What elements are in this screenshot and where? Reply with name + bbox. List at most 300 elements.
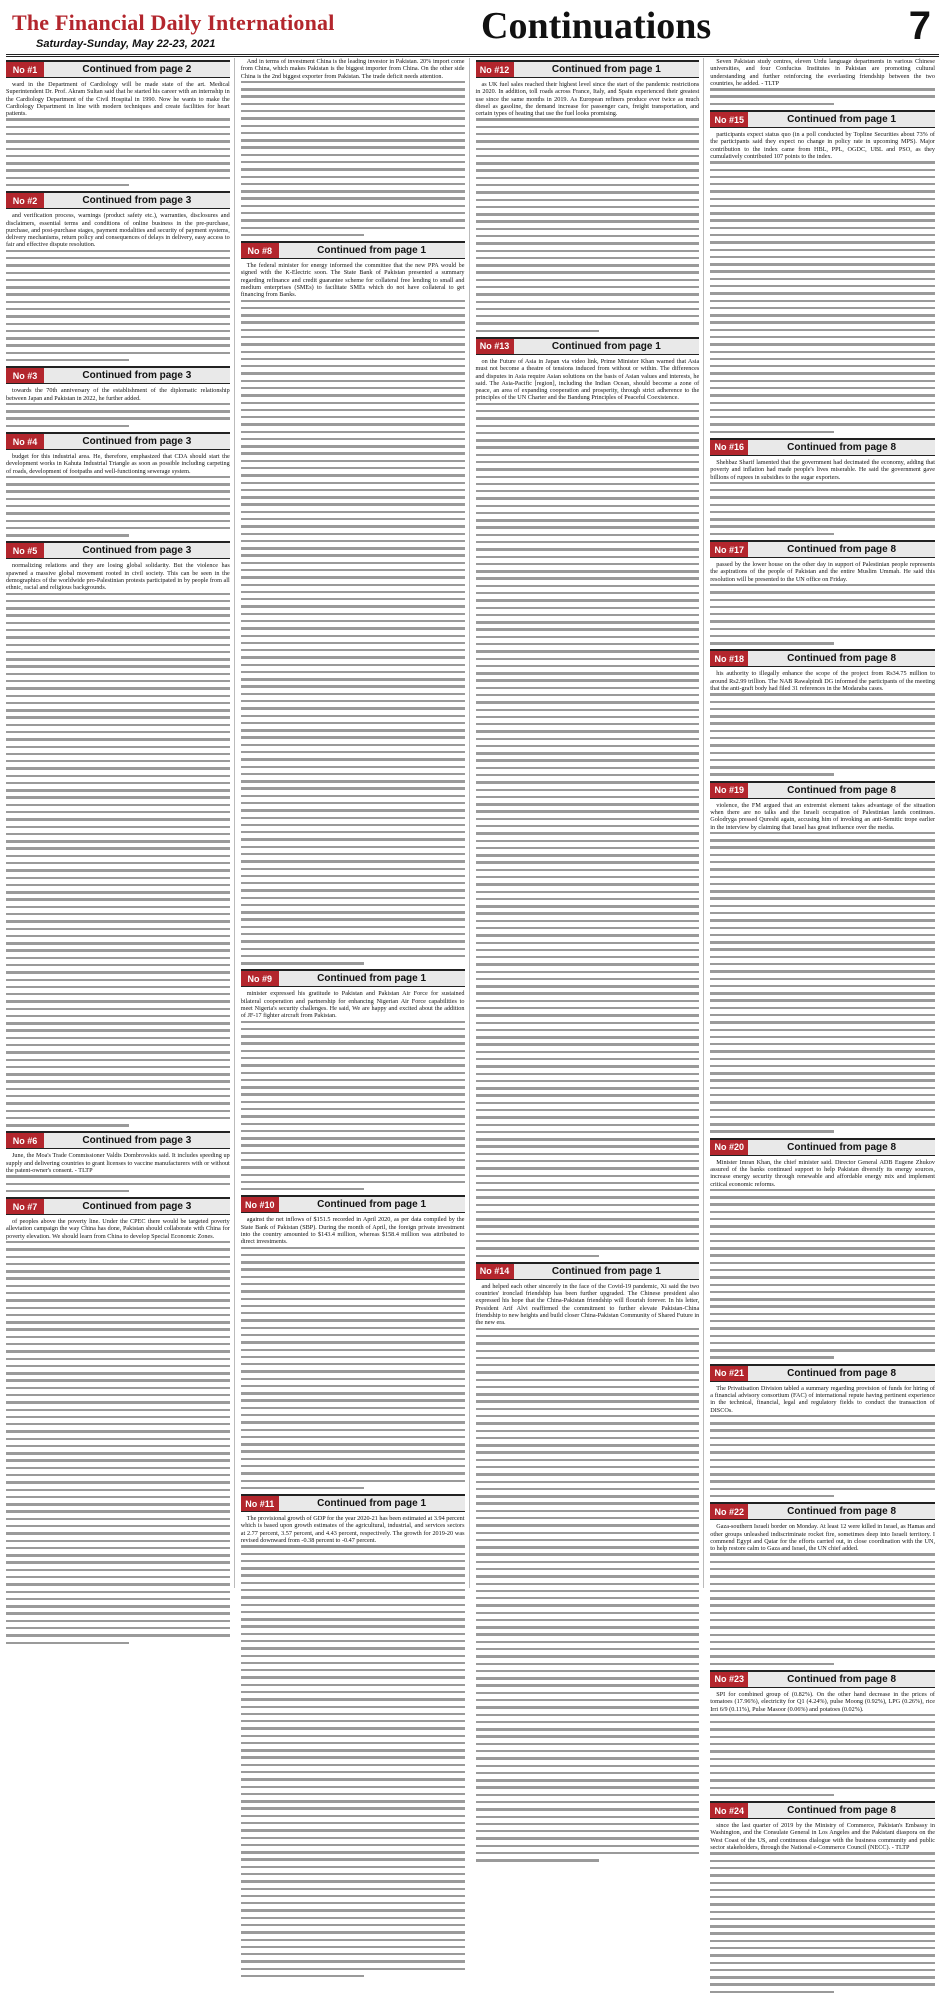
text-line xyxy=(241,780,465,782)
column-3 xyxy=(476,58,705,1588)
story-header xyxy=(6,191,230,209)
text-line xyxy=(241,1035,465,1037)
text-line xyxy=(241,1450,465,1452)
text-line xyxy=(241,1655,465,1657)
text-line xyxy=(6,1080,230,1082)
text-line xyxy=(241,1064,465,1066)
text-line xyxy=(710,1130,834,1132)
text-line xyxy=(241,489,465,491)
text-line xyxy=(710,270,935,272)
text-line xyxy=(241,1640,465,1642)
text-line xyxy=(241,605,465,607)
text-line xyxy=(476,1655,700,1657)
text-line xyxy=(710,1903,935,1905)
text-line xyxy=(6,942,230,944)
text-line xyxy=(6,928,230,930)
text-line xyxy=(241,627,465,629)
story-text-block xyxy=(476,118,700,332)
text-line xyxy=(476,614,700,616)
story xyxy=(476,1262,700,1862)
text-line xyxy=(710,249,935,251)
text-line xyxy=(476,1706,700,1708)
text-line xyxy=(476,213,700,215)
text-line xyxy=(6,1350,230,1352)
text-line xyxy=(241,1946,465,1948)
text-line xyxy=(710,628,935,630)
text-line xyxy=(710,1276,935,1278)
text-line xyxy=(241,671,465,673)
text-line xyxy=(476,1612,700,1614)
text-line xyxy=(476,1357,700,1359)
text-line xyxy=(710,234,935,236)
story xyxy=(710,110,935,433)
text-line xyxy=(241,1829,465,1831)
story-lead-text: The Privatisation Division tabled a summary regarding provision of funds for hiring of a financial advisory consortium (FAC) of international repute having pertinent experience in the technical, financial, legal and regulatory fields to conduct the transaction of DISCOs. xyxy=(710,1384,935,1414)
text-line xyxy=(710,496,935,498)
text-line xyxy=(241,1370,465,1372)
text-line xyxy=(476,1371,700,1373)
text-line xyxy=(476,563,700,565)
text-line xyxy=(710,212,935,214)
text-line xyxy=(710,161,935,163)
text-line xyxy=(476,1029,700,1031)
text-line xyxy=(710,263,935,265)
text-line xyxy=(710,868,935,870)
text-line xyxy=(710,708,935,710)
text-line xyxy=(6,629,230,631)
text-line xyxy=(241,1764,465,1766)
story-lead-text: budget for this industrial area. He, therefore, emphasized that CDA should start the development works in Kahuta Industrial Triangle as soon as possible including carpeting of roads, development of footpaths and well-functioning sewerage system. xyxy=(6,453,230,475)
text-line xyxy=(6,1066,230,1068)
text-line xyxy=(710,1954,935,1956)
text-line xyxy=(710,839,935,841)
text-line xyxy=(710,1947,935,1949)
story-continued-label: Continued from page 8 xyxy=(787,653,897,665)
story-body xyxy=(6,453,230,537)
text-line xyxy=(241,1647,465,1649)
story-number-badge: No #15 xyxy=(710,112,748,127)
text-line xyxy=(476,1124,700,1126)
text-line xyxy=(241,1939,465,1941)
story-text-block xyxy=(710,88,935,105)
story-text-block xyxy=(710,584,935,645)
text-line xyxy=(710,1473,935,1475)
text-line xyxy=(6,1598,230,1600)
text-line xyxy=(241,161,465,163)
story-number-badge: No #8 xyxy=(241,243,279,258)
text-line xyxy=(6,680,230,682)
text-line xyxy=(710,1466,935,1468)
text-line xyxy=(476,1386,700,1388)
text-line xyxy=(241,926,465,928)
text-line xyxy=(6,840,230,842)
text-line xyxy=(241,1968,465,1970)
text-line xyxy=(241,1902,465,1904)
text-line xyxy=(241,423,465,425)
text-line xyxy=(710,1787,935,1789)
text-line xyxy=(6,1540,230,1542)
text-line xyxy=(476,810,700,812)
text-line xyxy=(476,723,700,725)
text-line xyxy=(241,343,465,345)
story xyxy=(241,58,465,236)
text-line xyxy=(476,454,700,456)
story-header xyxy=(710,1364,935,1382)
text-line xyxy=(476,461,700,463)
story-continued-label: Continued from page 1 xyxy=(551,340,661,352)
story-body xyxy=(476,81,700,332)
text-line xyxy=(241,1822,465,1824)
text-line xyxy=(241,1115,465,1117)
story xyxy=(710,1502,935,1665)
text-line xyxy=(710,518,935,520)
text-line xyxy=(241,1953,465,1955)
story-body xyxy=(710,802,935,1133)
text-line xyxy=(241,329,465,331)
text-line xyxy=(476,1240,700,1242)
text-line xyxy=(6,1569,230,1571)
text-line xyxy=(241,1851,465,1853)
text-line xyxy=(241,1633,465,1635)
story-body xyxy=(710,1691,935,1796)
text-line xyxy=(710,1079,935,1081)
text-line xyxy=(6,403,230,405)
text-line xyxy=(6,913,230,915)
text-line xyxy=(241,1429,465,1431)
story-header xyxy=(6,1197,230,1215)
text-line xyxy=(6,789,230,791)
story-header xyxy=(710,110,935,128)
text-line xyxy=(710,861,935,863)
story-lead-text: Shehbaz Sharif lamented that the government had decimated the economy, adding that poverty and inflation had made people's lives miserable. He said the government gave billions of rupees in subsidies to the sugar exporters. xyxy=(710,458,935,481)
text-line xyxy=(6,417,230,419)
text-line xyxy=(6,658,230,660)
text-line xyxy=(241,751,465,753)
text-line xyxy=(241,1392,465,1394)
text-line xyxy=(710,1116,935,1118)
text-line xyxy=(241,452,465,454)
text-line xyxy=(476,1116,700,1118)
text-line xyxy=(476,534,700,536)
text-line xyxy=(476,759,700,761)
dateline: Saturday-Sunday, May 22-23, 2021 xyxy=(36,38,216,50)
story-continued-label: Continued from page 3 xyxy=(82,1135,192,1147)
text-line xyxy=(476,1364,700,1366)
text-line xyxy=(241,1691,465,1693)
story-lead-text: as UK fuel sales reached their highest level since the start of the pandemic restrictions in 2020. In addition, toll roads across France, Italy, and Spain experienced their greatest use since the same months in 2019. As European refiners produce ever twice as much diesel as gasoline, the demand increase for passenger cars, freight transportation, and certain types of heating that use the fuel looks promising. xyxy=(475,81,700,118)
text-line xyxy=(710,701,935,703)
text-line xyxy=(241,132,465,134)
story xyxy=(710,1801,935,1993)
text-line xyxy=(476,1102,700,1104)
text-line xyxy=(476,286,700,288)
text-line xyxy=(241,1166,465,1168)
story-number-badge: No #7 xyxy=(6,1199,44,1214)
text-line xyxy=(476,861,700,863)
text-line xyxy=(241,642,465,644)
text-line xyxy=(476,556,700,558)
text-line xyxy=(710,387,935,389)
text-line xyxy=(476,1583,700,1585)
text-line xyxy=(710,948,935,950)
text-line xyxy=(6,1401,230,1403)
text-line xyxy=(241,1793,465,1795)
text-line xyxy=(476,1845,700,1847)
text-line xyxy=(6,1051,230,1053)
text-line xyxy=(241,1553,465,1555)
text-line xyxy=(241,387,465,389)
text-line xyxy=(241,117,465,119)
text-line xyxy=(6,1591,230,1593)
story-body xyxy=(710,131,935,433)
text-line xyxy=(476,1517,700,1519)
text-line xyxy=(476,658,700,660)
text-line xyxy=(6,1175,230,1177)
story-text-block xyxy=(6,250,230,362)
newspaper-brand: The Financial Daily International xyxy=(12,10,335,35)
story-lead-text: of peoples above the poverty line. Under the CPEC there would be targeted poverty alleviation campaign the way China has done, Pakistan should collaborate with China for poverty elevation. We should learn from China to develop Special Economic Zones. xyxy=(6,1218,230,1240)
text-line xyxy=(710,358,935,360)
text-line xyxy=(6,1285,230,1287)
text-line xyxy=(476,257,700,259)
text-line xyxy=(710,205,935,207)
text-line xyxy=(241,1130,465,1132)
text-line xyxy=(710,1211,935,1213)
text-line xyxy=(476,1626,700,1628)
text-line xyxy=(476,432,700,434)
story-text-block xyxy=(710,832,935,1133)
text-line xyxy=(476,541,700,543)
text-line xyxy=(6,1620,230,1622)
text-line xyxy=(710,1634,935,1636)
text-line xyxy=(6,695,230,697)
text-line xyxy=(241,1560,465,1562)
story-lead-text: participants expect status quo (in a poll conducted by Topline Securities about 73% of the participants said they expect no change in policy rate in upcoming MPS). Major contribution to the index came from HBL, PPL, OGDC, UBL and PSO, as they cumulatively contributed 107 points to the index. xyxy=(710,131,935,160)
text-line xyxy=(476,1532,700,1534)
text-line xyxy=(710,1422,935,1424)
text-line xyxy=(241,1305,465,1307)
text-line xyxy=(710,890,935,892)
story xyxy=(6,1131,230,1192)
text-line xyxy=(710,1568,935,1570)
story xyxy=(6,1197,230,1644)
text-line xyxy=(476,301,700,303)
story-header xyxy=(710,1138,935,1156)
text-line xyxy=(476,934,700,936)
text-line xyxy=(710,606,935,608)
text-line xyxy=(241,1247,465,1249)
text-line xyxy=(476,1721,700,1723)
text-line xyxy=(241,1888,465,1890)
text-line xyxy=(241,1873,465,1875)
story-text-block xyxy=(6,476,230,537)
text-line xyxy=(476,963,700,965)
text-line xyxy=(6,1299,230,1301)
text-line xyxy=(6,1321,230,1323)
text-line xyxy=(476,1065,700,1067)
text-line xyxy=(476,1495,700,1497)
text-line xyxy=(476,1852,700,1854)
text-line xyxy=(476,672,700,674)
text-line xyxy=(476,118,700,120)
text-line xyxy=(241,1042,465,1044)
text-line xyxy=(710,1932,935,1934)
text-line xyxy=(6,1029,230,1031)
text-line xyxy=(241,1676,465,1678)
text-line xyxy=(710,1189,935,1191)
text-line xyxy=(710,1262,935,1264)
text-line xyxy=(241,1917,465,1919)
text-line xyxy=(6,1044,230,1046)
text-line xyxy=(476,1109,700,1111)
story xyxy=(710,1670,935,1796)
text-line xyxy=(710,599,935,601)
text-line xyxy=(241,824,465,826)
text-line xyxy=(6,534,129,536)
story xyxy=(241,1494,465,1977)
text-line xyxy=(710,314,935,316)
text-line xyxy=(241,853,465,855)
text-line xyxy=(476,1350,700,1352)
story-text-block xyxy=(241,300,465,965)
text-line xyxy=(241,219,465,221)
text-line xyxy=(241,1866,465,1868)
text-line xyxy=(710,365,935,367)
text-line xyxy=(6,1117,230,1119)
story-number-badge: No #4 xyxy=(6,434,44,449)
story xyxy=(476,337,700,1257)
story-continued-label: Continued from page 3 xyxy=(82,195,192,207)
text-line xyxy=(476,942,700,944)
text-line xyxy=(6,315,230,317)
text-line xyxy=(241,1756,465,1758)
text-line xyxy=(6,483,230,485)
text-line xyxy=(710,1583,935,1585)
text-line xyxy=(241,1378,465,1380)
story-number-badge: No #5 xyxy=(6,543,44,558)
story-continued-label: Continued from page 1 xyxy=(551,64,661,75)
text-line xyxy=(476,643,700,645)
text-line xyxy=(6,1256,230,1258)
story-number-badge: No #2 xyxy=(6,193,44,208)
story-lead-text: on the Future of Asia in Japan via video link, Prime Minister Khan warned that Asia must not become a theatre of tensions induced from without or within. The differences and disputes in Asia require Asian solutions on the basis of Asian values and interests, he said. The Asia-Pacific [region], including the Indian Ocean, should become a zone of peace, an area of expanding cooperation and prosperity, through strict adherence to the principles of the UN Charter and the Bandung Principles of Peaceful Coexistence. xyxy=(475,357,700,402)
text-line xyxy=(241,1807,465,1809)
text-line xyxy=(241,503,465,505)
text-line xyxy=(710,1874,935,1876)
text-line xyxy=(476,162,700,164)
text-line xyxy=(241,685,465,687)
text-line xyxy=(476,1502,700,1504)
text-line xyxy=(476,519,700,521)
text-line xyxy=(241,1625,465,1627)
text-line xyxy=(476,621,700,623)
story-body xyxy=(6,387,230,427)
text-line xyxy=(241,540,465,542)
story-body xyxy=(241,1216,465,1489)
text-line xyxy=(6,738,230,740)
text-line xyxy=(6,344,230,346)
text-line xyxy=(476,1094,700,1096)
text-line xyxy=(241,307,465,309)
text-line xyxy=(6,1336,230,1338)
text-line xyxy=(476,315,700,317)
story-text-block xyxy=(710,693,935,775)
text-line xyxy=(241,1487,364,1489)
text-line xyxy=(241,88,465,90)
story-body xyxy=(241,990,465,1190)
text-line xyxy=(6,614,230,616)
text-line xyxy=(6,855,230,857)
text-line xyxy=(241,533,465,535)
text-line xyxy=(476,446,700,448)
text-line xyxy=(6,1438,230,1440)
text-line xyxy=(241,1093,465,1095)
text-line xyxy=(476,1648,700,1650)
text-line xyxy=(241,933,465,935)
text-line xyxy=(6,1183,230,1185)
text-line xyxy=(6,1423,230,1425)
text-line xyxy=(476,1481,700,1483)
text-line xyxy=(241,664,465,666)
text-line xyxy=(476,1182,700,1184)
text-line xyxy=(710,1765,935,1767)
text-line xyxy=(476,1641,700,1643)
text-line xyxy=(710,1247,935,1249)
text-line xyxy=(476,1539,700,1541)
text-line xyxy=(710,1459,935,1461)
text-line xyxy=(6,702,230,704)
story-body xyxy=(6,212,230,361)
text-line xyxy=(476,191,700,193)
text-line xyxy=(241,511,465,513)
text-line xyxy=(241,212,465,214)
text-line xyxy=(476,403,700,405)
story-lead-text: against the net inflows of $151.5 recorded in April 2020, as per data compiled by the State Bank of Pakistan (SBP). During the month of April, the foreign private investment into the country amounted to $143.4 million, whereas $158.4 million was attributed to direct investments. xyxy=(240,1216,465,1246)
text-line xyxy=(241,81,465,83)
text-line xyxy=(476,1816,700,1818)
story-body xyxy=(710,459,935,535)
text-line xyxy=(241,707,465,709)
text-line xyxy=(476,1160,700,1162)
text-line xyxy=(6,1481,230,1483)
text-line xyxy=(710,1750,935,1752)
story-number-badge: No #17 xyxy=(710,542,748,557)
text-line xyxy=(241,715,465,717)
text-line xyxy=(6,1467,230,1469)
text-line xyxy=(241,569,465,571)
text-line xyxy=(6,665,230,667)
text-line xyxy=(476,1619,700,1621)
story xyxy=(6,60,230,186)
text-line xyxy=(476,1451,700,1453)
text-line xyxy=(6,1445,230,1447)
story-continued-label: Continued from page 8 xyxy=(787,1506,897,1518)
text-line xyxy=(710,1743,935,1745)
story-number-badge: No #18 xyxy=(710,651,748,666)
text-line xyxy=(476,220,700,222)
text-line xyxy=(241,336,465,338)
story-continued-label: Continued from page 8 xyxy=(787,544,897,556)
text-line xyxy=(6,1000,230,1002)
text-line xyxy=(710,1036,935,1038)
text-line xyxy=(476,1444,700,1446)
story-text-block xyxy=(710,161,935,433)
text-line xyxy=(476,1553,700,1555)
text-line xyxy=(710,1940,935,1942)
text-line xyxy=(476,876,700,878)
text-line xyxy=(710,489,935,491)
text-line xyxy=(476,476,700,478)
